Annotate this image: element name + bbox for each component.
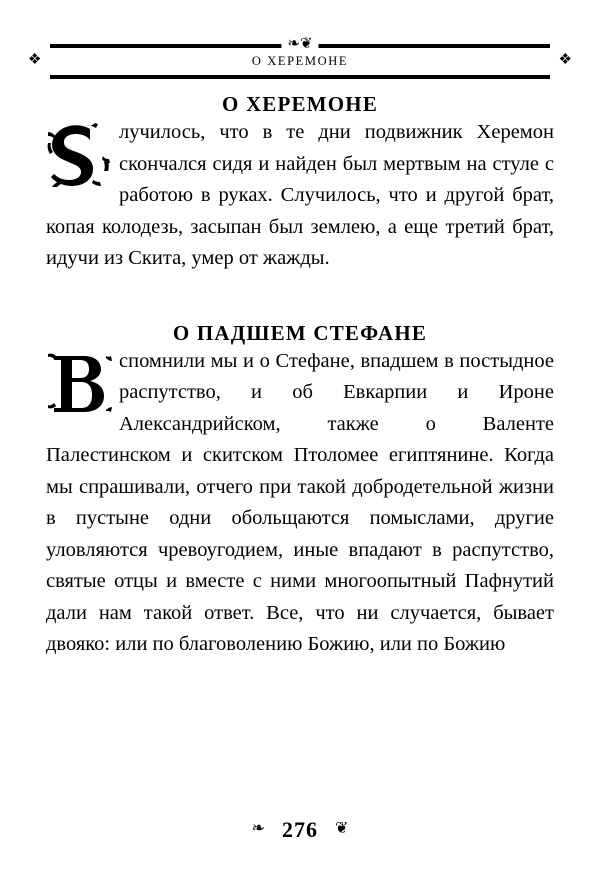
section-body-2: спомнили мы и о Стефане, впадшем в постыдное распутство, и об Евкарпии и Ироне Александрийском, также о Валенте Палестинском и скитском Птоломее египтянине. Когда мы спрашивали, отчего при такой добродетельной жизни в пустыне одни обольщаются помыслами, другие уловляются чревоугодием, иные впадают в распутство, святые отцы и вместе с ними многоопытный Пафнутий дали нам такой ответ. Все, что ни случается, бывает двояко: или по благоволению Божию, или по Божию [46,349,554,655]
page-footer [0,817,600,843]
running-head: О ХЕРЕМОНЕ [251,54,349,68]
ornament-right-icon: ❖ [558,52,572,68]
section-title-1: О ХЕРЕМОНЕ [221,92,379,116]
page-number: 276 [282,817,318,842]
decorated-initial-S-icon [46,123,112,187]
decorated-initial-V-icon [46,352,112,416]
header-rule-bottom [50,75,550,79]
section-spacer [46,275,554,321]
folio-ornament-right-icon: ❦ [335,820,349,837]
ornament-center-icon: ❧❦ [281,35,318,53]
page-header [28,36,572,78]
section-paragraph-2 [46,346,554,661]
section-title-2: О ПАДШЕМ СТЕФАНЕ [172,320,428,345]
folio-ornament-left-icon: ❧ [251,820,265,837]
ornament-left-icon: ❖ [28,52,42,68]
section-paragraph-1 [46,117,554,275]
section-body-1: лучилось, что в те дни подвижник Херемон скончался сидя и найден был мертвым на стуле с работою в руках. Случилось, что и другой брат, копая колодезь, засыпан был землею, а еще третий брат, идучи из Скита, умер от жажды. [46,121,554,269]
page-content [46,92,554,661]
